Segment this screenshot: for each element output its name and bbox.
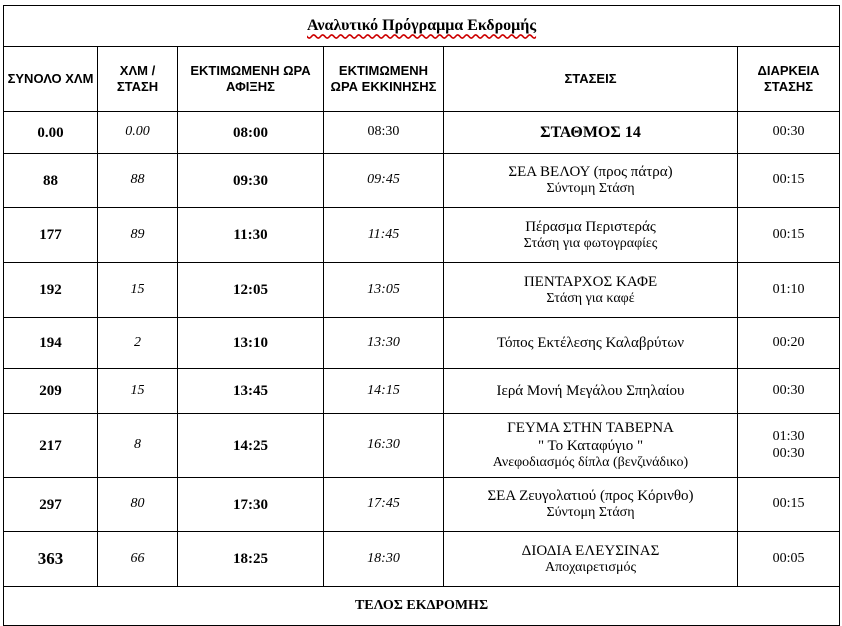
leg-km-cell: 8: [98, 414, 178, 478]
header-row: [4, 47, 840, 112]
table-row: [4, 112, 840, 154]
header-est-arrival: ΕΚΤΙΜΩΜΕΝΗ ΩΡΑ ΑΦΙΞΗΣ: [178, 47, 324, 112]
arrival-cell: 09:30: [178, 154, 324, 208]
leg-km-cell: 89: [98, 208, 178, 263]
duration-cell: 00:05: [738, 532, 840, 587]
stop-cell: [444, 154, 738, 208]
stop-note: Ανεφοδιασμός δίπλα (βενζινάδικο): [492, 455, 689, 471]
header-total-km: ΣΥΝΟΛΟ ΧΛΜ: [4, 47, 98, 112]
departure-cell: 13:30: [324, 318, 444, 369]
arrival-cell: 08:00: [178, 112, 324, 154]
total-km-cell: 363: [4, 532, 98, 587]
stop-cell: [444, 112, 738, 154]
departure-cell: 09:45: [324, 154, 444, 208]
table-row: [4, 369, 840, 414]
footer-row: [4, 587, 840, 626]
duration-cell: 01:10: [738, 263, 840, 318]
departure-cell: 17:45: [324, 478, 444, 532]
duration-cell: [738, 414, 840, 478]
leg-km-cell: 15: [98, 263, 178, 318]
table-row: [4, 414, 840, 478]
total-km-cell: 88: [4, 154, 98, 208]
stop-name: Πέρασμα Περιστεράς: [525, 218, 656, 235]
stop-cell: [444, 263, 738, 318]
table-row: [4, 208, 840, 263]
stop-cell: [444, 208, 738, 263]
stop-cell: [444, 532, 738, 587]
duration-value-2: 00:30: [772, 445, 805, 461]
stop-cell: [444, 369, 738, 414]
arrival-cell: 17:30: [178, 478, 324, 532]
page-title: Αναλυτικό Πρόγραμμα Εκδρομής: [307, 17, 537, 35]
leg-km-cell: 88: [98, 154, 178, 208]
total-km-cell: 217: [4, 414, 98, 478]
stop-name: Τόπος Εκτέλεσης Καλαβρύτων: [496, 335, 685, 351]
stop-name-line2: " Το Καταφύγιο ": [537, 438, 644, 455]
departure-cell: 18:30: [324, 532, 444, 587]
stop-name: ΔΙΟΔΙΑ ΕΛΕΥΣΙΝΑΣ: [521, 542, 660, 559]
total-km-cell: 194: [4, 318, 98, 369]
stop-cell: [444, 414, 738, 478]
stop-name: ΣΕΑ ΒΕΛΟΥ (προς πάτρα): [508, 164, 673, 181]
stop-note: Αποχαιρετισμός: [544, 559, 637, 575]
leg-km-cell: 15: [98, 369, 178, 414]
total-km-cell: 0.00: [4, 112, 98, 154]
arrival-cell: 13:45: [178, 369, 324, 414]
itinerary-table: [3, 5, 840, 626]
table-row: [4, 478, 840, 532]
arrival-cell: 14:25: [178, 414, 324, 478]
leg-km-cell: 80: [98, 478, 178, 532]
stop-cell: [444, 318, 738, 369]
header-stops: ΣΤΑΣΕΙΣ: [444, 47, 738, 112]
table-row: [4, 532, 840, 587]
stop-name: ΓΕΥΜΑ ΣΤΗΝ ΤΑΒΕΡΝΑ: [507, 420, 674, 437]
total-km-cell: 297: [4, 478, 98, 532]
arrival-cell: 13:10: [178, 318, 324, 369]
stop-note: Σύντομη Στάση: [546, 505, 635, 521]
duration-cell: 00:30: [738, 369, 840, 414]
stop-name: Ιερά Μονή Μεγάλου Σπηλαίου: [496, 383, 685, 399]
leg-km-cell: 0.00: [98, 112, 178, 154]
departure-cell: 14:15: [324, 369, 444, 414]
duration-cell: 00:20: [738, 318, 840, 369]
arrival-cell: 12:05: [178, 263, 324, 318]
stop-note: Σύντομη Στάση: [546, 181, 635, 197]
itinerary-document: [3, 5, 839, 626]
stop-note: Στάση για φωτογραφίες: [523, 235, 658, 251]
departure-cell: 11:45: [324, 208, 444, 263]
header-km-per-stop: ΧΛΜ / ΣΤΑΣΗ: [98, 47, 178, 112]
table-row: [4, 263, 840, 318]
duration-value: 01:30: [772, 428, 805, 444]
leg-km-cell: 66: [98, 532, 178, 587]
stop-name: ΠΕΝΤΑΡΧΟΣ ΚΑΦΕ: [523, 273, 658, 290]
stop-note: Στάση για καφέ: [546, 290, 635, 306]
total-km-cell: 209: [4, 369, 98, 414]
table-row: [4, 318, 840, 369]
stop-cell: [444, 478, 738, 532]
arrival-cell: 11:30: [178, 208, 324, 263]
arrival-cell: 18:25: [178, 532, 324, 587]
duration-cell: 00:15: [738, 478, 840, 532]
title-cell: [4, 6, 840, 47]
stop-name: ΣΕΑ Ζευγολατιού (προς Κόρινθο): [487, 488, 694, 505]
duration-cell: 00:30: [738, 112, 840, 154]
table-row: [4, 154, 840, 208]
leg-km-cell: 2: [98, 318, 178, 369]
trip-end-label: ΤΕΛΟΣ ΕΚΔΡΟΜΗΣ: [4, 587, 840, 626]
departure-cell: 16:30: [324, 414, 444, 478]
duration-cell: 00:15: [738, 208, 840, 263]
duration-cell: 00:15: [738, 154, 840, 208]
total-km-cell: 192: [4, 263, 98, 318]
stop-name: ΣΤΑΘΜΟΣ 14: [540, 123, 641, 141]
header-est-departure: ΕΚΤΙΜΩΜΕΝΗ ΩΡΑ ΕΚΚΙΝΗΣΗΣ: [324, 47, 444, 112]
departure-cell: 13:05: [324, 263, 444, 318]
header-stop-duration: ΔΙΑΡΚΕΙΑ ΣΤΑΣΗΣ: [738, 47, 840, 112]
departure-cell: 08:30: [324, 112, 444, 154]
total-km-cell: 177: [4, 208, 98, 263]
